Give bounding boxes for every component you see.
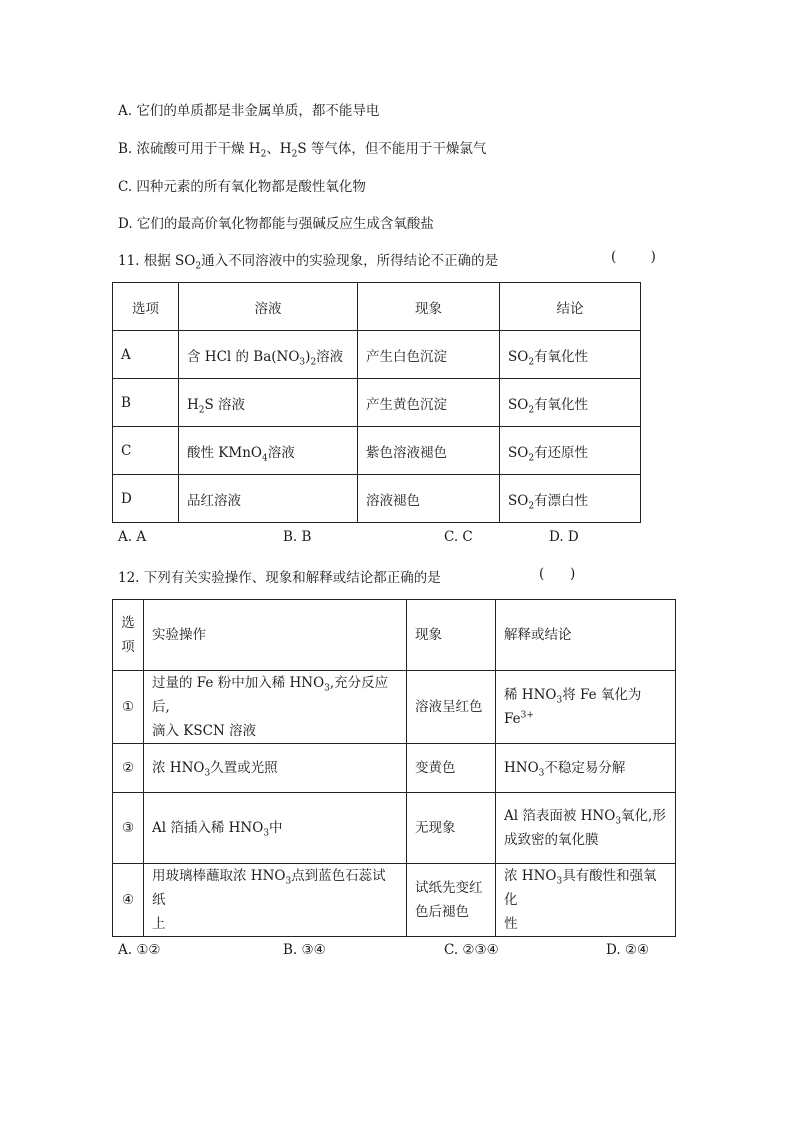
conclusion-cell	[500, 331, 641, 379]
cell-text: HNO	[504, 760, 539, 776]
option-cell: D	[113, 475, 179, 523]
cell-text: SO	[508, 444, 529, 461]
cell-text: 稀 HNO	[504, 687, 557, 703]
cell-text: ,充分反应后,	[152, 675, 389, 715]
option-b-text: B. 浓硫酸可用于干燥 H	[118, 141, 261, 157]
phenomenon-cell: 产生白色沉淀	[358, 331, 500, 379]
table-row	[113, 864, 676, 937]
subscript: 3	[615, 816, 622, 827]
option-cell: ④	[113, 864, 144, 937]
cell-text: 中	[269, 820, 283, 836]
cell-text: S 溶液	[204, 396, 246, 413]
subscript: 3	[538, 768, 545, 779]
table-row	[113, 331, 641, 379]
table-row	[113, 671, 676, 744]
table-row	[113, 475, 641, 523]
header-option	[113, 600, 144, 671]
option-cell: ①	[113, 671, 144, 744]
conclusion-cell	[500, 475, 641, 523]
cell-text: SO	[508, 396, 529, 413]
cell-text: 试纸先变红	[415, 880, 483, 896]
conclusion-cell	[496, 864, 676, 937]
phenomenon-cell: 溶液呈红色	[407, 671, 496, 744]
cell-text: 不稳定易分解	[544, 760, 626, 776]
subscript: 3	[285, 876, 292, 887]
conclusion-cell	[500, 379, 641, 427]
q11-choice-a: A. A	[118, 529, 147, 545]
q11-choice-c: C. C	[444, 529, 473, 545]
cell-text: 用玻璃棒蘸取浓 HNO	[152, 868, 286, 884]
phenomenon-cell	[407, 864, 496, 937]
subscript: 2	[528, 405, 535, 416]
cell-text: SO	[508, 348, 529, 365]
cell-text: 氧化,形	[621, 808, 666, 824]
subscript: 3	[324, 683, 330, 694]
q12-bracket: ( )	[539, 566, 576, 582]
q12-stem: 12. 下列有关实验操作、现象和解释或结论都正确的是	[118, 570, 441, 586]
option-cell: A	[113, 331, 179, 379]
option-b-text: 、H	[266, 141, 292, 157]
header-phenomenon: 现象	[407, 600, 496, 671]
header-option: 选项	[113, 283, 179, 331]
subscript: 3	[263, 828, 270, 839]
header-conclusion: 解释或结论	[496, 600, 676, 671]
cell-text: 色后褪色	[415, 904, 469, 920]
solution-cell	[179, 379, 358, 427]
cell-text: 含 HCl 的 Ba(NO	[187, 348, 300, 365]
operation-cell	[144, 744, 407, 793]
cell-text: 浓 HNO	[152, 760, 205, 776]
cell-text: 浓 HNO	[504, 868, 557, 884]
phenomenon-cell: 变黄色	[407, 744, 496, 793]
option-c: C. 四种元素的所有氧化物都是酸性氧化物	[118, 179, 366, 195]
q11-stem-text: 11. 根据 SO	[118, 253, 196, 269]
header-phenomenon: 现象	[358, 283, 500, 331]
cell-text: )	[305, 348, 311, 365]
subscript: 2	[310, 357, 317, 368]
phenomenon-cell: 无现象	[407, 793, 496, 864]
table-row	[113, 379, 641, 427]
operation-cell	[144, 671, 407, 744]
solution-cell: 品红溶液	[179, 475, 358, 523]
q11-choice-d: D. D	[549, 529, 579, 545]
subscript: 2	[198, 405, 205, 416]
subscript: 3	[204, 768, 211, 779]
header-operation: 实验操作	[144, 600, 407, 671]
table-header-row	[113, 283, 641, 331]
option-b	[118, 137, 487, 160]
superscript: 3+	[520, 710, 534, 721]
conclusion-cell	[496, 744, 676, 793]
option-a: A. 它们的单质都是非金属单质，都不能导电	[118, 103, 380, 119]
cell-text: Al 箔插入稀 HNO	[152, 820, 264, 836]
subscript: 3	[556, 695, 563, 706]
q12-choice-d: D. ②④	[606, 942, 650, 958]
cell-text: 过量的 Fe 粉中加入稀 HNO	[152, 675, 325, 691]
table-row	[113, 744, 676, 793]
cell-text: SO	[508, 492, 529, 509]
conclusion-cell	[500, 427, 641, 475]
q12-table	[112, 599, 676, 937]
cell-text: Al 箔表面被 HNO	[504, 808, 616, 824]
subscript: 3	[556, 876, 563, 887]
subscript: 2	[528, 453, 535, 464]
option-cell: ③	[113, 793, 144, 864]
subscript: 2	[528, 357, 535, 368]
cell-text: H	[187, 396, 199, 413]
q11-table	[112, 282, 641, 523]
subscript: 3	[299, 357, 306, 368]
cell-text: 酸性 KMnO	[187, 444, 262, 461]
cell-text: 具有酸性和强氧化	[504, 868, 657, 908]
q12-choice-b: B. ③④	[283, 942, 326, 958]
subscript: 2	[195, 261, 202, 272]
option-b-text: S 等气体，但不能用于干燥氯气	[297, 141, 487, 157]
subscript: 2	[528, 501, 535, 512]
cell-text: 溶液	[316, 348, 344, 365]
operation-cell	[144, 793, 407, 864]
operation-cell	[144, 864, 407, 937]
header-conclusion: 结论	[500, 283, 641, 331]
table-row	[113, 793, 676, 864]
cell-text: 选	[121, 615, 135, 631]
header-solution: 溶液	[179, 283, 358, 331]
cell-text: 将 Fe 氧化为 Fe	[504, 687, 642, 727]
cell-text: 有漂白性	[534, 492, 589, 509]
conclusion-cell	[496, 793, 676, 864]
cell-text: 有氧化性	[534, 396, 589, 413]
solution-cell	[179, 331, 358, 379]
cell-text: 成致密的氧化膜	[504, 832, 599, 848]
cell-text: 有氧化性	[534, 348, 589, 365]
q11-stem-text: 通入不同溶液中的实验现象，所得结论不正确的是	[201, 253, 499, 269]
conclusion-cell	[496, 671, 676, 744]
cell-text: 性	[504, 916, 518, 932]
solution-cell	[179, 427, 358, 475]
cell-text: 有还原性	[534, 444, 589, 461]
q11-choice-b: B. B	[283, 529, 312, 545]
subscript: 4	[261, 453, 268, 464]
phenomenon-cell: 溶液褪色	[358, 475, 500, 523]
phenomenon-cell: 紫色溶液褪色	[358, 427, 500, 475]
cell-text: 上	[152, 916, 166, 932]
cell-text: 滴入 KSCN 溶液	[152, 723, 257, 739]
option-cell: B	[113, 379, 179, 427]
q11-stem	[118, 249, 499, 272]
option-cell: ②	[113, 744, 144, 793]
cell-text: 久置或光照	[210, 760, 278, 776]
table-row	[113, 427, 641, 475]
option-d: D. 它们的最高价氧化物都能与强碱反应生成含氧酸盐	[118, 216, 434, 232]
q12-choice-c: C. ②③④	[444, 942, 499, 958]
subscript: 2	[291, 149, 298, 160]
subscript: 2	[260, 149, 267, 160]
q11-bracket: ( )	[611, 249, 656, 265]
cell-text: 点到蓝色石蕊试纸	[152, 868, 386, 908]
cell-text: 项	[121, 639, 135, 655]
q12-choice-a: A. ①②	[118, 942, 161, 958]
cell-text: 溶液	[267, 444, 295, 461]
option-cell: C	[113, 427, 179, 475]
phenomenon-cell: 产生黄色沉淀	[358, 379, 500, 427]
table-header-row	[113, 600, 676, 671]
